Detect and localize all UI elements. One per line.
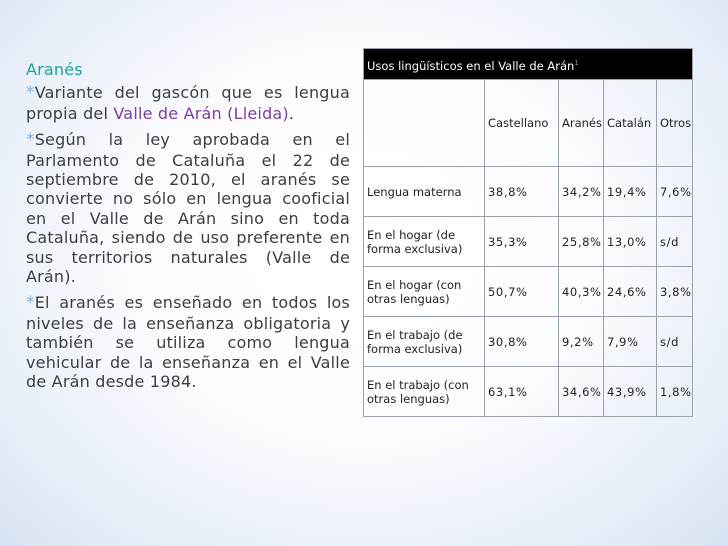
header-cell: Catalán <box>604 80 657 167</box>
table-cell: 34,6% <box>559 367 604 417</box>
paragraph-2 <box>26 130 350 286</box>
table-cell: 50,7% <box>485 267 559 317</box>
valle-de-aran-link[interactable]: Valle de Arán (Lleida) <box>113 103 289 123</box>
row-label: Lengua materna <box>364 167 485 217</box>
row-label: En el hogar (de forma exclusiva) <box>364 217 485 267</box>
row-label: En el hogar (con otras lenguas) <box>364 267 485 317</box>
p3-text: El aranés es enseñado en todos los niveles de la enseñanza obligatoria y también se utiliza como lengua vehicular de la enseñanza en el Valle de Arán desde 1984. <box>26 293 350 392</box>
p1-end: . <box>288 103 295 123</box>
table-cell: 43,9% <box>604 367 657 417</box>
bullet-marker: * <box>26 130 35 151</box>
bullet-marker: * <box>26 83 35 104</box>
table-cell: 35,3% <box>485 217 559 267</box>
table-cell: 7,6% <box>657 167 693 217</box>
table-title: Usos lingüísticos en el Valle de Arán <box>367 58 575 73</box>
paragraph-3 <box>26 293 350 391</box>
table-cell: 7,9% <box>604 317 657 367</box>
table-cell: 34,2% <box>559 167 604 217</box>
table-title-row <box>364 49 693 80</box>
table-cell: 19,4% <box>604 167 657 217</box>
table-cell: 3,8% <box>657 267 693 317</box>
header-cell <box>364 80 485 167</box>
row-label: En el trabajo (con otras lenguas) <box>364 367 485 417</box>
table-cell: s/d <box>657 217 693 267</box>
p1-text: Variante del gascón que es lengua propia del <box>26 83 350 123</box>
header-cell: Otros <box>657 80 693 167</box>
bullet-marker: * <box>26 293 35 314</box>
table-cell: 1,8% <box>657 367 693 417</box>
table-cell: 24,6% <box>604 267 657 317</box>
table-title-cell <box>364 49 693 80</box>
row-label: En el trabajo (de forma exclusiva) <box>364 317 485 367</box>
table-cell: 63,1% <box>485 367 559 417</box>
table-cell: 40,3% <box>559 267 604 317</box>
p2-text: Según la ley aprobada en el Parlamento de Cataluña el 22 de septiembre de 2010, el aranés se convierte no sólo en lengua cooficial en el Valle de Arán sino en toda Cataluña, siendo de uso preferente en sus territorios naturales (Valle de Arán). <box>26 130 350 287</box>
table-header-row <box>364 80 693 167</box>
table-row <box>364 217 693 267</box>
table-row <box>364 167 693 217</box>
table-row <box>364 317 693 367</box>
header-cell: Castellano <box>485 80 559 167</box>
left-text-block <box>26 60 350 399</box>
table-cell: 25,8% <box>559 217 604 267</box>
table-cell: s/d <box>657 317 693 367</box>
table-cell: 30,8% <box>485 317 559 367</box>
table-cell: 13,0% <box>604 217 657 267</box>
table-cell: 38,8% <box>485 167 559 217</box>
table-row <box>364 367 693 417</box>
table-cell: 9,2% <box>559 317 604 367</box>
header-cell: Aranés <box>559 80 604 167</box>
usage-table <box>363 48 693 417</box>
table-row <box>364 267 693 317</box>
section-title: Aranés <box>26 60 83 79</box>
paragraph-1 <box>26 83 350 123</box>
table-title-note: 1 <box>574 58 579 67</box>
